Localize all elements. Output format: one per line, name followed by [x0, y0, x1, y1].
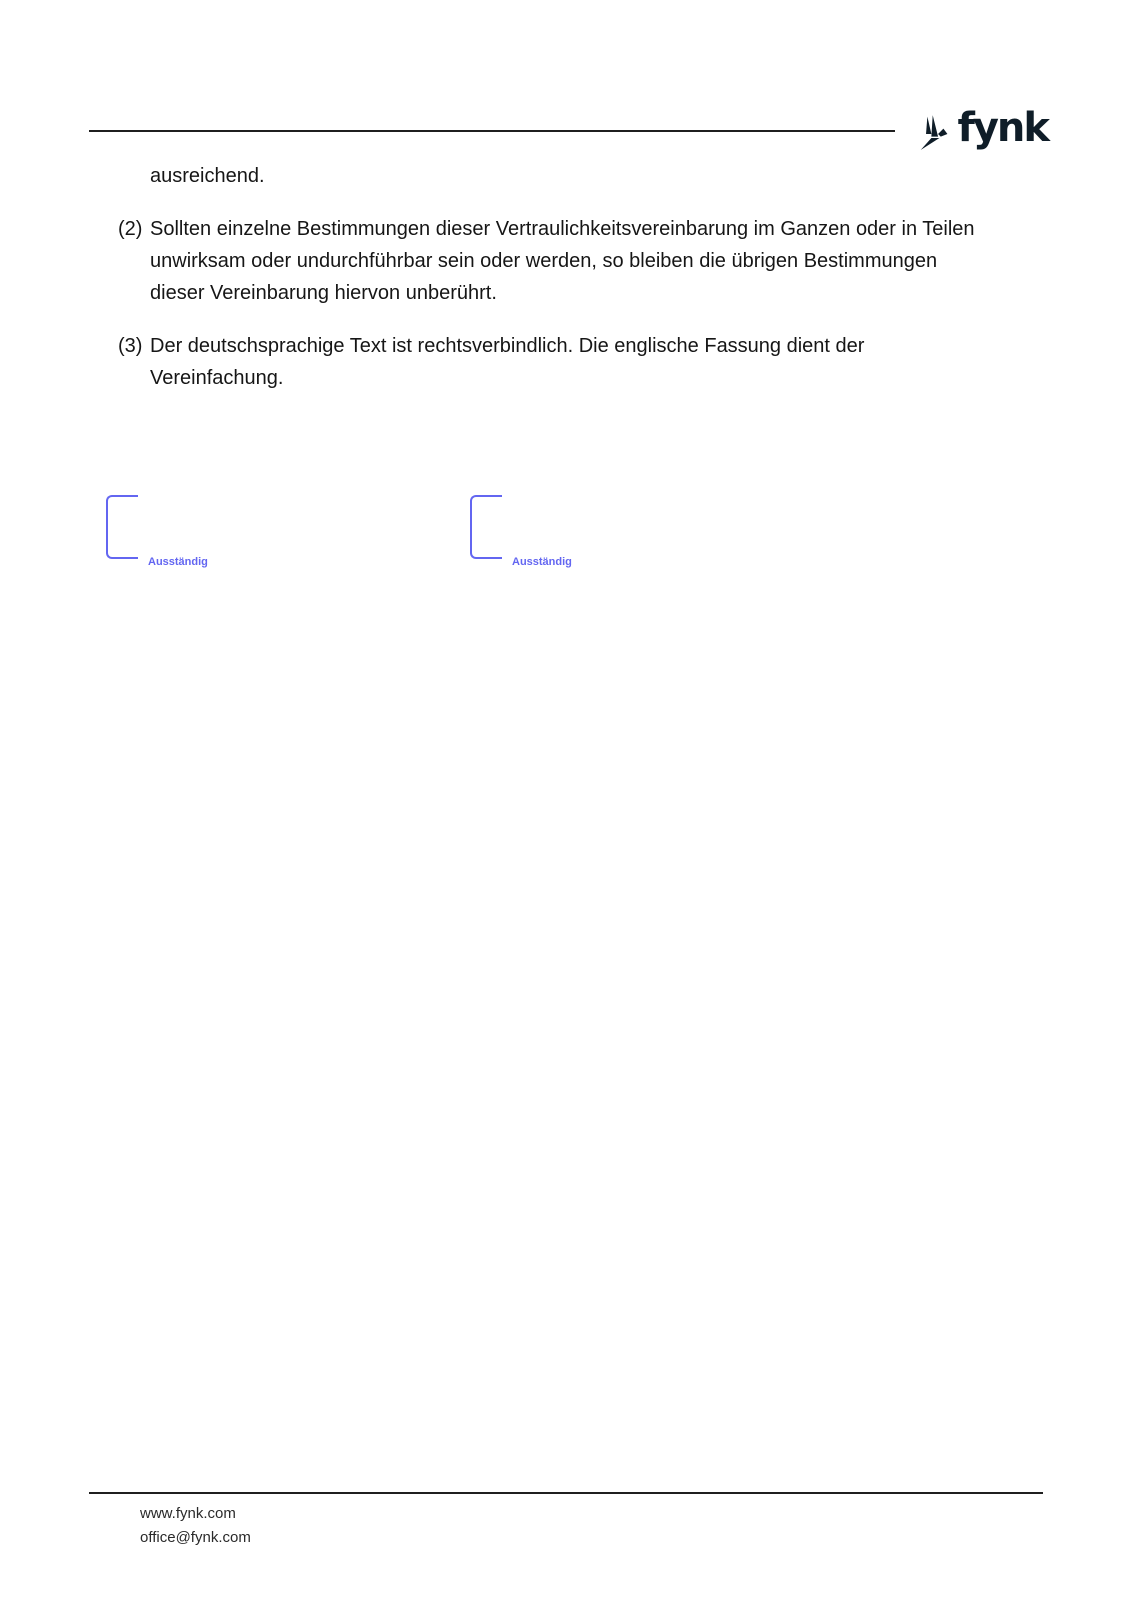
- clause-number: (2): [118, 218, 143, 240]
- footer-email[interactable]: office@fynk.com: [140, 1529, 251, 1546]
- signature-bracket[interactable]: [470, 495, 502, 559]
- signature-bracket[interactable]: [106, 495, 138, 559]
- logo-wordmark: fynk: [957, 105, 1048, 151]
- fynk-logo: [918, 104, 1048, 160]
- clause-line: unwirksam oder undurchführbar sein oder werden, so bleiben die übrigen Bestimmungen: [150, 250, 938, 272]
- header-divider: [89, 130, 895, 132]
- footer-divider: [89, 1492, 1043, 1494]
- origami-bird-icon: [918, 105, 951, 159]
- footer-website[interactable]: www.fynk.com: [140, 1505, 236, 1522]
- continuation-text: ausreichend.: [150, 165, 265, 187]
- clause-line: dieser Vereinbarung hiervon unberührt.: [150, 282, 497, 304]
- clause-line: Der deutschsprachige Text ist rechtsverbindlich. Die englische Fassung dient der: [150, 335, 865, 357]
- signature-status: Ausständig: [512, 556, 572, 568]
- signature-status: Ausständig: [148, 556, 208, 568]
- clause-line: Vereinfachung.: [150, 367, 284, 389]
- clause-line: Sollten einzelne Bestimmungen dieser Vertraulichkeitsvereinbarung im Ganzen oder in Teilen: [150, 218, 975, 240]
- clause-number: (3): [118, 335, 143, 357]
